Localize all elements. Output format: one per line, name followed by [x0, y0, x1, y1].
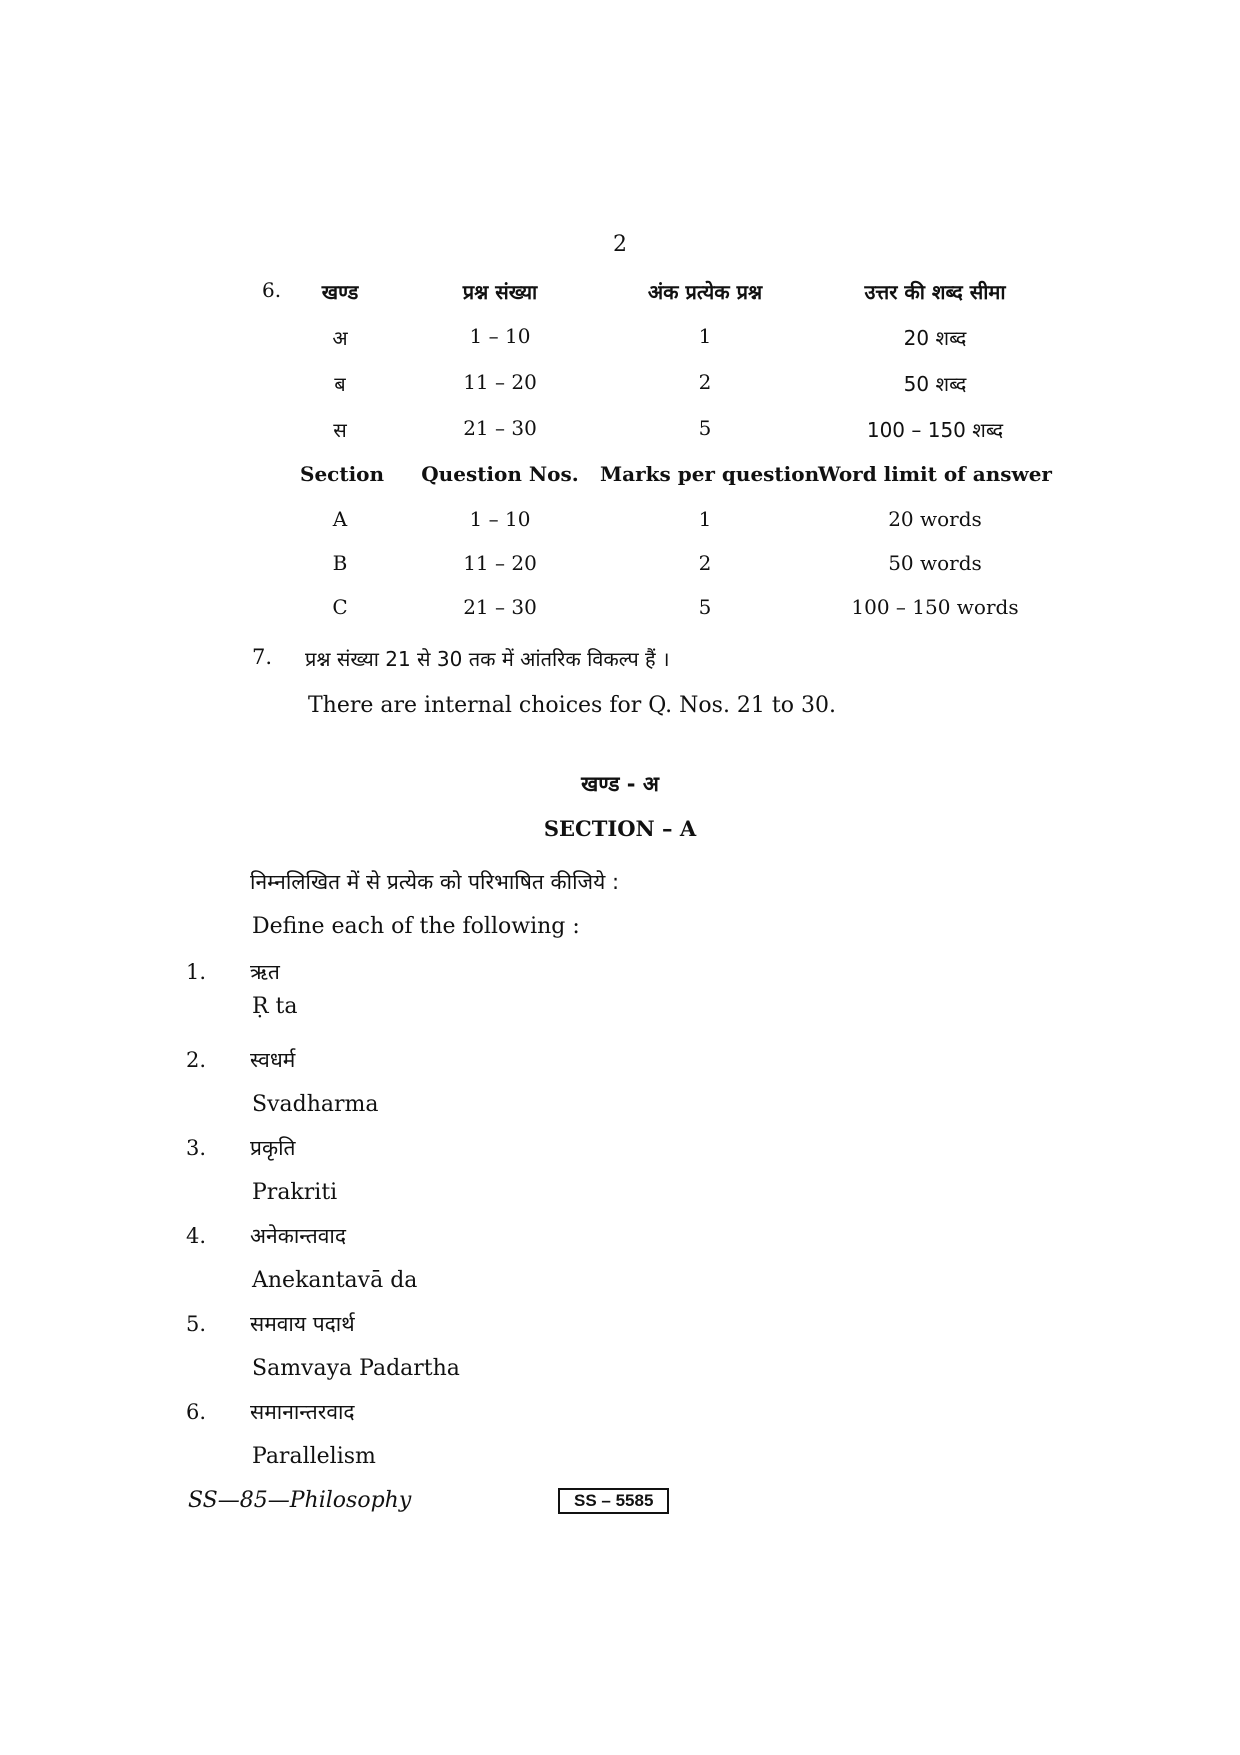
header-cell: Section [300, 462, 385, 486]
item-hindi: समवाय पदार्थ [250, 1312, 355, 1336]
header-cell: उत्तर की शब्द सीमा [864, 280, 1006, 304]
item-english: Samvaya Padartha [252, 1356, 460, 1381]
table-cell: 20 words [888, 507, 982, 531]
table-cell: 50 शब्द [903, 372, 967, 396]
section-title-english: SECTION – A [543, 816, 697, 841]
instruction-hindi: प्रश्न संख्या 21 से 30 तक में आंतरिक विकल्प हैं । [305, 647, 670, 671]
table-cell: B [332, 551, 348, 575]
table-cell: A [332, 507, 348, 531]
item-hindi: ऋत [250, 960, 280, 984]
instruction-english: There are internal choices for Q. Nos. 21 to 30. [308, 693, 836, 718]
item-english: Prakriti [252, 1180, 338, 1205]
item-english: Svadharma [252, 1092, 379, 1117]
item-english: Anekantavā da [252, 1268, 418, 1293]
table-row [0, 507, 1240, 537]
table-cell: 21 – 30 [463, 416, 537, 440]
table-cell: 5 [698, 595, 712, 619]
table-cell: अ [332, 326, 348, 350]
table-cell: स [333, 418, 347, 442]
page-number: 2 [613, 232, 627, 257]
table-cell: 2 [698, 551, 712, 575]
item-hindi: समानान्तरवाद [250, 1400, 355, 1424]
table-row [0, 416, 1240, 446]
table-row [0, 595, 1240, 625]
item-hindi: स्वधर्म [250, 1048, 296, 1072]
table-cell: ब [334, 372, 346, 396]
table-cell: 100 – 150 शब्द [866, 418, 1004, 442]
table-cell: 1 – 10 [469, 324, 531, 348]
table-cell: 20 शब्द [903, 326, 967, 350]
table-cell: C [332, 595, 348, 619]
item-english: Parallelism [252, 1444, 376, 1469]
item-number: 4. [186, 1224, 207, 1248]
item-number: 5. [186, 1312, 207, 1336]
item-hindi: अनेकान्तवाद [250, 1224, 346, 1248]
item-number: 3. [186, 1136, 207, 1160]
header-cell: Word limit of answer [818, 462, 1052, 486]
hindi-table-header [0, 278, 1240, 308]
header-cell: अंक प्रत्येक प्रश्न [647, 280, 763, 304]
item-number: 6. [186, 1400, 207, 1424]
table-cell: 5 [698, 416, 712, 440]
paper-code-box: SS – 5585 [558, 1488, 669, 1514]
item-number: 2. [186, 1048, 207, 1072]
item-english: Ṛ ta [252, 994, 298, 1019]
section-title-hindi: खण्ड - अ [581, 772, 659, 796]
table-cell: 1 [698, 324, 712, 348]
table-cell: 21 – 30 [463, 595, 537, 619]
table-cell: 11 – 20 [463, 370, 537, 394]
table-cell: 1 [698, 507, 712, 531]
header-cell: Question Nos. [421, 462, 579, 486]
table-cell: 50 words [888, 551, 982, 575]
table-row [0, 324, 1240, 354]
table-row [0, 551, 1240, 581]
table-cell: 100 – 150 words [851, 595, 1019, 619]
header-cell: Marks per question [600, 462, 820, 486]
prompt-english: Define each of the following : [252, 914, 580, 939]
table-cell: 1 – 10 [469, 507, 531, 531]
header-cell: प्रश्न संख्या [462, 280, 538, 304]
instruction-number: 6. [262, 278, 282, 302]
table-cell: 2 [698, 370, 712, 394]
item-number: 1. [186, 960, 207, 984]
table-cell: 11 – 20 [463, 551, 537, 575]
prompt-hindi: निम्नलिखित में से प्रत्येक को परिभाषित कीजिये : [250, 870, 620, 894]
item-hindi: प्रकृति [250, 1136, 296, 1160]
table-row [0, 370, 1240, 400]
instruction-number: 7. [252, 645, 273, 669]
english-table-header [0, 462, 1240, 492]
header-cell: खण्ड [321, 280, 359, 304]
footer-subject: SS—85—Philosophy [188, 1488, 412, 1513]
